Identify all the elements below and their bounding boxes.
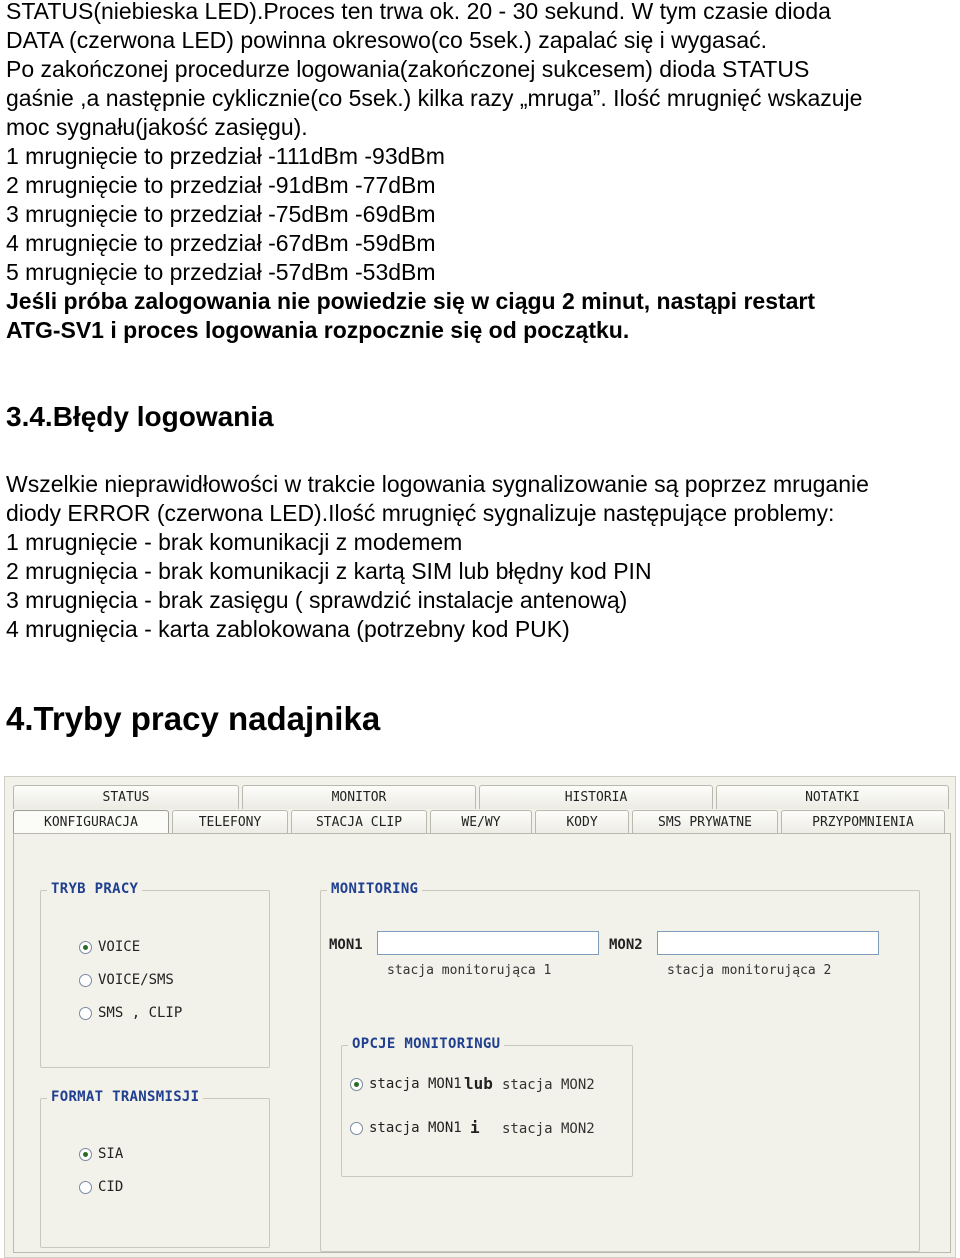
opcje-monitoringu-group	[341, 1036, 633, 1177]
opt1-left: stacja MON1	[369, 1076, 462, 1092]
intro-line-5: moc sygnału(jakość zasięgu).	[6, 114, 308, 140]
radio-voice-sms-dot[interactable]	[79, 974, 92, 987]
monitoring-group	[320, 881, 920, 1252]
restart-note-line-2: ATG-SV1 i proces logowania rozpocznie się od początku.	[6, 317, 630, 343]
errors-line-2: diody ERROR (czerwona LED).Ilość mrugnięć sygnalizuje następujące problemy:	[6, 500, 835, 526]
radio-i-dot[interactable]	[350, 1122, 363, 1135]
mon1-caption: stacja monitorująca 1	[387, 963, 552, 978]
radio-voice-label: VOICE	[98, 939, 141, 955]
radio-cid-label: CID	[98, 1179, 124, 1195]
radio-voice-sms-label: VOICE/SMS	[98, 972, 174, 988]
radio-voice-sms[interactable]	[79, 972, 174, 988]
radio-cid-dot[interactable]	[79, 1181, 92, 1194]
radio-lub-dot[interactable]	[350, 1078, 363, 1091]
tab-monitor[interactable]: MONITOR	[242, 785, 476, 809]
tab-row-front	[13, 810, 948, 834]
errors-line-5: 3 mrugnięcia - brak zasięgu ( sprawdzić instalacje antenową)	[6, 587, 628, 613]
signal-line-1: 1 mrugnięcie to przedział -111dBm -93dBm	[6, 143, 445, 169]
tab-sms-prywatne[interactable]: SMS PRYWATNE	[632, 810, 778, 834]
tab-notatki[interactable]: NOTATKI	[716, 785, 949, 809]
radio-mon1-lub-mon2[interactable]	[350, 1076, 462, 1092]
section-4-heading: 4.Tryby pracy nadajnika	[6, 700, 381, 737]
tab-we-wy[interactable]: WE/WY	[430, 810, 532, 834]
intro-line-3: Po zakończonej procedurze logowania(zakończonej sukcesem) dioda STATUS	[6, 56, 810, 82]
errors-line-6: 4 mrugnięcia - karta zablokowana (potrzebny kod PUK)	[6, 616, 570, 642]
mon2-label: MON2	[609, 937, 643, 953]
opt1-mid: lub	[464, 1074, 493, 1093]
restart-note-line-1: Jeśli próba zalogowania nie powiedzie się w ciągu 2 minut, nastąpi restart	[6, 288, 816, 314]
tab-row-back	[13, 785, 952, 809]
tab-stacja-clip[interactable]: STACJA CLIP	[291, 810, 427, 834]
radio-sia[interactable]	[79, 1146, 123, 1162]
tryb-pracy-legend: TRYB PRACY	[47, 881, 142, 897]
tab-status[interactable]: STATUS	[13, 785, 239, 809]
radio-sms-clip[interactable]	[79, 1005, 182, 1021]
intro-line-2: DATA (czerwona LED) powinna okresowo(co 5sek.) zapalać się i wygasać.	[6, 27, 768, 53]
opt2-mid: i	[470, 1118, 480, 1137]
radio-sia-dot[interactable]	[79, 1148, 92, 1161]
opt1-right: stacja MON2	[502, 1077, 595, 1093]
radio-mon1-i-mon2[interactable]	[350, 1120, 462, 1136]
errors-line-3: 1 mrugnięcie - brak komunikacji z modemem	[6, 529, 463, 555]
radio-voice[interactable]	[79, 939, 140, 955]
signal-line-3: 3 mrugnięcie to przedział -75dBm -69dBm	[6, 201, 436, 227]
signal-line-4: 4 mrugnięcie to przedział -67dBm -59dBm	[6, 230, 436, 256]
opt2-left: stacja MON1	[369, 1120, 462, 1136]
tab-kody[interactable]: KODY	[535, 810, 629, 834]
errors-line-1: Wszelkie nieprawidłowości w trakcie logowania sygnalizowanie są poprzez mruganie	[6, 471, 869, 497]
radio-sia-label: SIA	[98, 1146, 124, 1162]
tryb-pracy-group	[40, 881, 270, 1068]
monitoring-legend: MONITORING	[327, 881, 422, 897]
signal-line-5: 5 mrugnięcie to przedział -57dBm -53dBm	[6, 259, 436, 285]
radio-cid[interactable]	[79, 1179, 123, 1195]
tab-konfiguracja[interactable]: KONFIGURACJA	[13, 810, 169, 834]
format-transmisji-group	[40, 1089, 270, 1248]
mon1-label: MON1	[329, 937, 363, 953]
errors-line-4: 2 mrugnięcia - brak komunikacji z kartą SIM lub błędny kod PIN	[6, 558, 652, 584]
konfiguracja-page	[13, 833, 951, 1253]
signal-line-2: 2 mrugnięcie to przedział -91dBm -77dBm	[6, 172, 436, 198]
opcje-monitoringu-legend: OPCJE MONITORINGU	[348, 1036, 504, 1052]
mon1-input[interactable]	[377, 931, 599, 955]
intro-line-4: gaśnie ,a następnie cyklicznie(co 5sek.) kilka razy „mruga”. Ilość mrugnięć wskazuje	[6, 85, 863, 111]
mon2-input[interactable]	[657, 931, 879, 955]
opt2-right: stacja MON2	[502, 1121, 595, 1137]
radio-sms-clip-dot[interactable]	[79, 1007, 92, 1020]
tab-historia[interactable]: HISTORIA	[479, 785, 713, 809]
tab-telefony[interactable]: TELEFONY	[172, 810, 288, 834]
radio-sms-clip-label: SMS , CLIP	[98, 1005, 183, 1021]
format-transmisji-legend: FORMAT TRANSMISJI	[47, 1089, 203, 1105]
tab-przypomnienia[interactable]: PRZYPOMNIENIA	[781, 810, 945, 834]
section-3-4-heading: 3.4.Błędy logowania	[6, 401, 274, 432]
radio-voice-dot[interactable]	[79, 941, 92, 954]
config-window-screenshot	[4, 776, 956, 1258]
intro-line-1: STATUS(niebieska LED).Proces ten trwa ok. 20 - 30 sekund. W tym czasie dioda	[6, 0, 831, 24]
mon2-caption: stacja monitorująca 2	[667, 963, 832, 978]
